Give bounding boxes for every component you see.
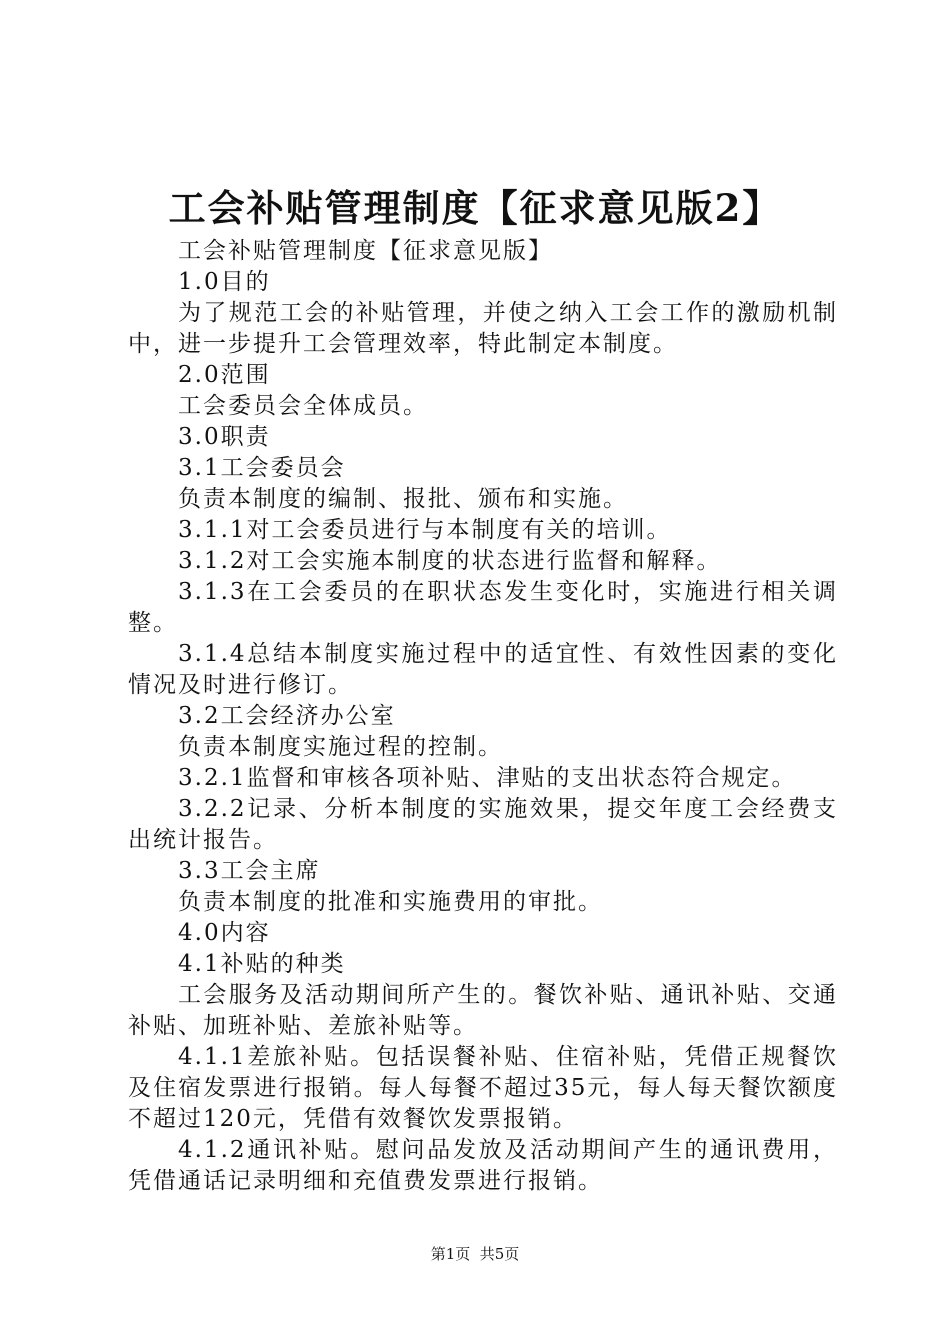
paragraph: 工会服务及活动期间所产生的。餐饮补贴、通讯补贴、交通补贴、加班补贴、差旅补贴等。 xyxy=(128,982,838,1039)
paragraph: 工会补贴管理制度【征求意见版】 xyxy=(178,238,553,264)
paragraph: 工会委员会全体成员。 xyxy=(178,393,428,419)
paragraph: 负责本制度的编制、报批、颁布和实施。 xyxy=(178,486,628,512)
page-footer: 第1页 共5页 xyxy=(430,1245,520,1263)
paragraph: 3.1.2对工会实施本制度的状态进行监督和解释。 xyxy=(178,548,722,574)
paragraph: 3.2.1监督和审核各项补贴、津贴的支出状态符合规定。 xyxy=(178,765,797,791)
section-heading: 4.0内容 xyxy=(178,920,271,946)
paragraph: 4.1.1差旅补贴。包括误餐补贴、住宿补贴，凭借正规餐饮及住宿发票进行报销。每人每餐不超过35元，每人每天餐饮额度不超过120元，凭借有效餐饮发票报销。 xyxy=(128,1044,838,1132)
subsection-heading: 3.2工会经济办公室 xyxy=(178,703,396,729)
paragraph: 负责本制度实施过程的控制。 xyxy=(178,734,503,760)
section-heading: 1.0目的 xyxy=(178,269,271,295)
paragraph: 4.1.2通讯补贴。慰问品发放及活动期间产生的通讯费用，凭借通话记录明细和充值费发票进行报销。 xyxy=(128,1137,838,1194)
subsection-heading: 3.1工会委员会 xyxy=(178,455,346,481)
section-heading: 2.0范围 xyxy=(178,362,271,388)
paragraph: 为了规范工会的补贴管理，并使之纳入工会工作的激励机制中，进一步提升工会管理效率，特此制定本制度。 xyxy=(128,300,838,357)
paragraph: 3.1.3在工会委员的在职状态发生变化时，实施进行相关调整。 xyxy=(128,579,838,636)
document-title: 工会补贴管理制度【征求意见版2】 xyxy=(168,186,782,230)
paragraph: 3.2.2记录、分析本制度的实施效果，提交年度工会经费支出统计报告。 xyxy=(128,796,838,853)
paragraph: 3.1.1对工会委员进行与本制度有关的培训。 xyxy=(178,517,672,543)
paragraph: 3.1.4总结本制度实施过程中的适宜性、有效性因素的变化情况及时进行修订。 xyxy=(128,641,838,698)
section-heading: 3.0职责 xyxy=(178,424,271,450)
subsection-heading: 4.1补贴的种类 xyxy=(178,951,346,977)
paragraph: 负责本制度的批准和实施费用的审批。 xyxy=(178,889,603,915)
document-body xyxy=(128,236,838,1197)
subsection-heading: 3.3工会主席 xyxy=(178,858,321,884)
